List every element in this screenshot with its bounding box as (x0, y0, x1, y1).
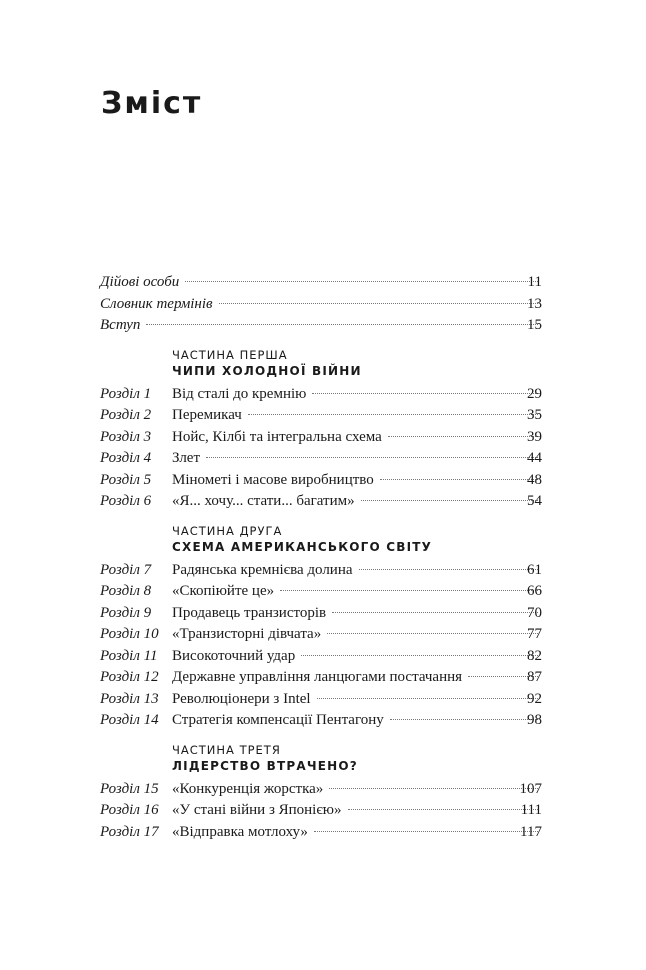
dot-leader (359, 569, 538, 570)
chapter-label: Розділ 3 (100, 428, 152, 445)
toc-entry-chapter[interactable] (0, 581, 646, 603)
chapter-title: Продавець транзисторів (172, 604, 327, 621)
chapter-title: Перемикач (172, 407, 242, 423)
dot-leader (219, 303, 538, 304)
toc-entry-front-matter[interactable] (0, 272, 646, 294)
toc-page-number: 98 (527, 712, 542, 728)
toc-page-number: 92 (527, 690, 542, 707)
toc-page-number: 77 (527, 626, 542, 642)
part-name: СХЕМА АМЕРИКАНСЬКОГО СВІТУ (172, 539, 433, 554)
toc-entry-chapter[interactable] (0, 822, 646, 844)
dot-leader (348, 809, 539, 810)
page-title: Зміст (101, 86, 203, 121)
toc-entry-chapter[interactable] (0, 624, 646, 646)
toc-page-number: 44 (527, 450, 542, 466)
dot-leader (280, 590, 538, 591)
toc-entry-title: Вступ (100, 317, 141, 333)
chapter-title: «Я... хочу... стати... багатим» (172, 493, 355, 509)
chapter-label: Розділ 2 (100, 407, 152, 423)
toc-page-number: 48 (527, 471, 542, 488)
chapter-title: Радянська кремнієва долина (172, 561, 353, 578)
toc-page-number: 61 (527, 561, 542, 578)
toc-entry-chapter[interactable] (0, 710, 646, 732)
chapter-title: «Транзисторні дівчата» (172, 626, 322, 642)
chapter-label: Розділ 1 (100, 385, 152, 402)
part-number: ЧАСТИНА ПЕРША (172, 347, 288, 362)
dot-leader (206, 457, 538, 458)
chapter-title: Революціонери з Intel (172, 690, 311, 707)
dot-leader (185, 281, 538, 282)
chapter-label: Розділ 17 (100, 823, 159, 840)
dot-leader (248, 414, 538, 415)
dot-leader (327, 633, 538, 634)
chapter-label: Розділ 16 (100, 802, 159, 818)
toc-page-number: 82 (527, 647, 542, 664)
toc-entry-chapter[interactable] (0, 405, 646, 427)
toc-page-number: 11 (527, 274, 542, 290)
part-name: ЧИПИ ХОЛОДНОЇ ВІЙНИ (172, 363, 362, 378)
chapter-title: Мінометі і масове виробництво (172, 471, 374, 488)
chapter-title: Стратегія компенсації Пентагону (172, 712, 384, 728)
part-number: ЧАСТИНА ТРЕТЯ (172, 742, 281, 757)
toc-entry-chapter[interactable] (0, 427, 646, 449)
toc-entry-front-matter[interactable] (0, 294, 646, 316)
chapter-title: «Відправка мотлоху» (172, 823, 308, 840)
toc-page-number: 35 (527, 407, 542, 423)
chapter-label: Розділ 9 (100, 604, 152, 621)
chapter-label: Розділ 12 (100, 669, 159, 685)
toc-page-number: 13 (527, 295, 542, 312)
dot-leader (332, 612, 538, 613)
toc-entry-chapter[interactable] (0, 470, 646, 492)
dot-leader (301, 655, 538, 656)
chapter-title: «Конкуренція жорстка» (172, 780, 324, 797)
chapter-label: Розділ 4 (100, 450, 152, 466)
toc-entry-chapter[interactable] (0, 384, 646, 406)
chapter-title: Від сталі до кремнію (172, 385, 307, 402)
toc-entry-chapter[interactable] (0, 800, 646, 822)
toc-entry-front-matter[interactable] (0, 315, 646, 337)
toc-page-number: 117 (520, 823, 542, 840)
chapter-label: Розділ 5 (100, 471, 152, 488)
dot-leader (388, 436, 538, 437)
dot-leader (317, 698, 538, 699)
toc-entry-chapter[interactable] (0, 779, 646, 801)
part-heading-3 (172, 742, 646, 775)
toc-entry-chapter[interactable] (0, 689, 646, 711)
part-heading-2 (172, 523, 646, 556)
chapter-label: Розділ 13 (100, 690, 159, 707)
toc-page-number: 15 (527, 317, 542, 333)
chapter-title: Злет (172, 450, 201, 466)
toc-entry-title: Дійові особи (100, 274, 180, 290)
dot-leader (361, 500, 538, 501)
chapter-title: Державне управління ланцюгами постачання (172, 669, 463, 685)
dot-leader (314, 831, 538, 832)
toc-page-number: 54 (527, 493, 542, 509)
table-of-contents (0, 272, 646, 843)
part-name: ЛІДЕРСТВО ВТРАЧЕНО? (172, 758, 358, 773)
toc-entry-chapter[interactable] (0, 491, 646, 513)
part-heading-1 (172, 347, 646, 380)
dot-leader (146, 324, 538, 325)
toc-page-number: 70 (527, 604, 542, 621)
toc-entry-chapter[interactable] (0, 667, 646, 689)
toc-entry-chapter[interactable] (0, 560, 646, 582)
chapter-title: «Скопіюйте це» (172, 583, 275, 599)
toc-entry-chapter[interactable] (0, 646, 646, 668)
chapter-label: Розділ 8 (100, 583, 152, 599)
chapter-label: Розділ 11 (100, 647, 158, 664)
chapter-title: Нойс, Кілбі та інтегральна схема (172, 428, 382, 445)
toc-page-number: 29 (527, 385, 542, 402)
dot-leader (329, 788, 538, 789)
chapter-label: Розділ 6 (100, 493, 152, 509)
dot-leader (390, 719, 538, 720)
toc-entry-chapter[interactable] (0, 603, 646, 625)
part-number: ЧАСТИНА ДРУГА (172, 523, 283, 538)
toc-page-number: 107 (519, 780, 542, 797)
toc-entry-title: Словник термінів (100, 295, 213, 312)
chapter-title: «У стані війни з Японією» (172, 802, 342, 818)
chapter-label: Розділ 14 (100, 712, 159, 728)
toc-entry-chapter[interactable] (0, 448, 646, 470)
toc-page-number: 87 (527, 669, 542, 685)
toc-page-number: 66 (527, 583, 542, 599)
dot-leader (380, 479, 538, 480)
chapter-label: Розділ 15 (100, 780, 159, 797)
chapter-label: Розділ 10 (100, 626, 159, 642)
chapter-title: Високоточний удар (172, 647, 296, 664)
toc-page-number: 39 (527, 428, 542, 445)
chapter-label: Розділ 7 (100, 561, 152, 578)
dot-leader (312, 393, 538, 394)
toc-page-number: 111 (520, 802, 542, 818)
